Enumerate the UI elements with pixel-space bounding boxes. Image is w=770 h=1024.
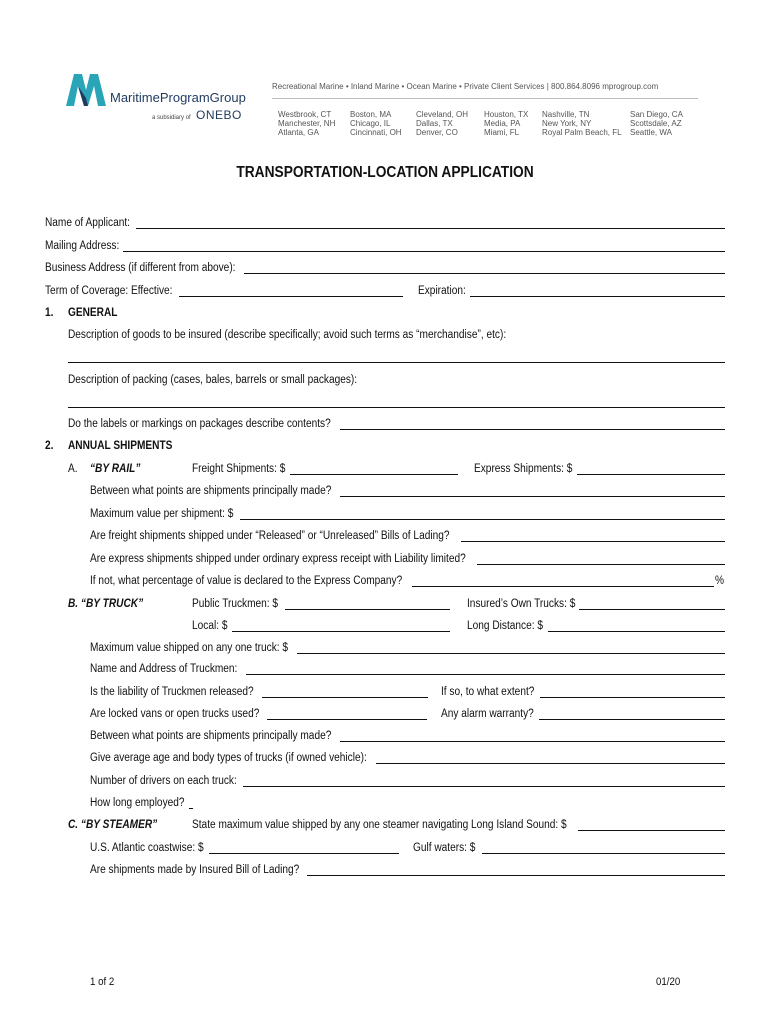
truck-long-label: Long Distance: $ bbox=[467, 620, 543, 632]
rail-percent-field[interactable] bbox=[412, 586, 714, 587]
expiration-field[interactable] bbox=[470, 296, 725, 297]
location: Royal Palm Beach, FL bbox=[542, 128, 622, 137]
rail-receipt-label: Are express shipments shipped under ordinary express receipt with Liability limited? bbox=[90, 553, 466, 565]
truck-vans-field[interactable] bbox=[267, 719, 427, 720]
section1-number: 1. bbox=[45, 307, 54, 319]
location: Dallas, TX bbox=[416, 119, 453, 128]
truck-vans-label: Are locked vans or open trucks used? bbox=[90, 708, 260, 720]
brand-name: MaritimeProgramGroup bbox=[110, 90, 246, 105]
truck-points-field[interactable] bbox=[340, 741, 725, 742]
rail-freight-field[interactable] bbox=[290, 474, 458, 475]
steamer-gulf-field[interactable] bbox=[482, 853, 725, 854]
location: Cincinnati, OH bbox=[350, 128, 402, 137]
truck-name-label: Name and Address of Truckmen: bbox=[90, 663, 238, 675]
rail-bills-field[interactable] bbox=[461, 541, 725, 542]
steamer-heading: C. “BY STEAMER” bbox=[68, 819, 158, 831]
truck-name-field[interactable] bbox=[246, 674, 725, 675]
location: Cleveland, OH bbox=[416, 110, 469, 119]
location: Chicago, IL bbox=[350, 119, 391, 128]
truck-max-label: Maximum value shipped on any one truck: $ bbox=[90, 642, 289, 654]
rail-freight-label: Freight Shipments: $ bbox=[192, 463, 286, 475]
location: Scottsdale, AZ bbox=[630, 119, 682, 128]
location: Boston, MA bbox=[350, 110, 392, 119]
truck-age-field[interactable] bbox=[376, 763, 725, 764]
location: San Diego, CA bbox=[630, 110, 683, 119]
truck-extent-label: If so, to what extent? bbox=[441, 686, 535, 698]
subsidiary-prefix: a subsidiary of bbox=[152, 115, 191, 121]
truck-alarm-field[interactable] bbox=[539, 719, 725, 720]
rail-max-label: Maximum value per shipment: $ bbox=[90, 508, 234, 520]
location: New York, NY bbox=[542, 119, 592, 128]
truck-heading: B. “BY TRUCK” bbox=[68, 598, 144, 610]
truck-drivers-field[interactable] bbox=[243, 786, 725, 787]
truck-alarm-label: Any alarm warranty? bbox=[441, 708, 534, 720]
rail-bills-label: Are freight shipments shipped under “Released” or “Unreleased” Bills of Lading? bbox=[90, 530, 450, 542]
goods-label: Description of goods to be insured (describe specifically; avoid such terms as “merchandise”, etc): bbox=[68, 329, 507, 341]
labels-field[interactable] bbox=[340, 429, 725, 430]
truck-liability-label: Is the liability of Truckmen released? bbox=[90, 686, 254, 698]
packing-label: Description of packing (cases, bales, barrels or small packages): bbox=[68, 374, 358, 386]
steamer-gulf-label: Gulf waters: $ bbox=[413, 842, 476, 854]
location: Atlanta, GA bbox=[278, 128, 319, 137]
rail-heading: “BY RAIL” bbox=[90, 463, 141, 475]
services-line: Recreational Marine • Inland Marine • Ocean Marine • Private Client Services | 800.864.8096 mprogroup.com bbox=[272, 82, 659, 91]
rail-express-field[interactable] bbox=[577, 474, 725, 475]
truck-drivers-label: Number of drivers on each truck: bbox=[90, 775, 237, 787]
truck-public-field[interactable] bbox=[285, 609, 450, 610]
rail-max-field[interactable] bbox=[240, 519, 725, 520]
rail-letter: A. bbox=[68, 463, 78, 475]
steamer-bill-label: Are shipments made by Insured Bill of Lading? bbox=[90, 864, 300, 876]
steamer-state-field[interactable] bbox=[578, 830, 725, 831]
truck-points-label: Between what points are shipments principally made? bbox=[90, 730, 332, 742]
effective-label: Term of Coverage: Effective: bbox=[45, 285, 173, 297]
location: Houston, TX bbox=[484, 110, 529, 119]
applicant-label: Name of Applicant: bbox=[45, 217, 130, 229]
rail-points-field[interactable] bbox=[340, 496, 725, 497]
rail-percent-label: If not, what percentage of value is declared to the Express Company? bbox=[90, 575, 403, 587]
location: Denver, CO bbox=[416, 128, 458, 137]
truck-employed-label: How long employed? bbox=[90, 797, 185, 809]
truck-local-field[interactable] bbox=[232, 631, 450, 632]
truck-extent-field[interactable] bbox=[540, 697, 725, 698]
page-title: TRANSPORTATION-LOCATION APPLICATION bbox=[236, 164, 534, 181]
location: Media, PA bbox=[484, 119, 521, 128]
truck-own-label: Insured’s Own Trucks: $ bbox=[467, 598, 576, 610]
truck-long-field[interactable] bbox=[548, 631, 725, 632]
location: Westbrook, CT bbox=[278, 110, 332, 119]
effective-field[interactable] bbox=[179, 296, 403, 297]
truck-liability-field[interactable] bbox=[262, 697, 428, 698]
truck-max-field[interactable] bbox=[297, 653, 725, 654]
rail-points-label: Between what points are shipments principally made? bbox=[90, 485, 332, 497]
truck-age-label: Give average age and body types of trucks (if owned vehicle): bbox=[90, 752, 367, 764]
goods-field[interactable] bbox=[68, 362, 725, 363]
business-field[interactable] bbox=[244, 273, 725, 274]
truck-own-field[interactable] bbox=[579, 609, 725, 610]
steamer-atlantic-label: U.S. Atlantic coastwise: $ bbox=[90, 842, 204, 854]
company-logo bbox=[64, 72, 108, 108]
truck-local-label: Local: $ bbox=[192, 620, 228, 632]
section1-title: GENERAL bbox=[68, 307, 118, 319]
mailing-field[interactable] bbox=[123, 251, 725, 252]
rail-express-label: Express Shipments: $ bbox=[474, 463, 573, 475]
labels-label: Do the labels or markings on packages describe contents? bbox=[68, 418, 331, 430]
header-divider bbox=[272, 98, 698, 99]
steamer-state-label: State maximum value shipped by any one steamer navigating Long Island Sound: $ bbox=[192, 819, 567, 831]
packing-field[interactable] bbox=[68, 407, 725, 408]
location: Nashville, TN bbox=[542, 110, 590, 119]
location: Seattle, WA bbox=[630, 128, 672, 137]
percent-sign: % bbox=[715, 575, 725, 587]
section2-title: ANNUAL SHIPMENTS bbox=[68, 440, 173, 452]
business-label: Business Address (if different from above): bbox=[45, 262, 236, 274]
truck-employed-field[interactable] bbox=[189, 808, 193, 809]
subsidiary-name: ONEBO bbox=[196, 108, 242, 122]
truck-public-label: Public Truckmen: $ bbox=[192, 598, 279, 610]
rail-receipt-field[interactable] bbox=[477, 564, 725, 565]
steamer-atlantic-field[interactable] bbox=[209, 853, 399, 854]
steamer-bill-field[interactable] bbox=[307, 875, 725, 876]
revision-date: 01/20 bbox=[656, 976, 681, 988]
expiration-label: Expiration: bbox=[418, 285, 466, 297]
applicant-field[interactable] bbox=[136, 228, 725, 229]
location: Miami, FL bbox=[484, 128, 520, 137]
section2-number: 2. bbox=[45, 440, 54, 452]
location: Manchester, NH bbox=[278, 119, 336, 128]
page-number: 1 of 2 bbox=[90, 976, 115, 988]
mailing-label: Mailing Address: bbox=[45, 240, 120, 252]
